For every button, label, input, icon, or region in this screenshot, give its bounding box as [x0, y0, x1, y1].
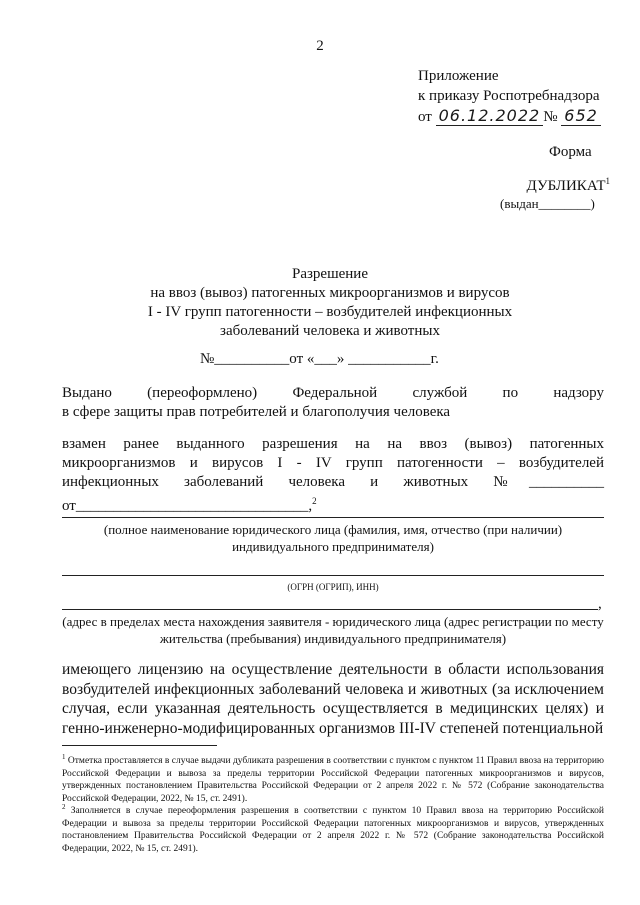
handwritten-order-number: 652 [561, 106, 601, 126]
footnote-2-mark: 2 [62, 803, 66, 811]
page-number: 2 [316, 38, 324, 54]
legal-name-caption: (полное наименование юридического лица (фамилия, имя, отчество (при наличии) индивидуального предпринимателя) [103, 522, 563, 554]
appendix-order-ref: к приказу Роспотребнадзора [418, 88, 600, 104]
title-line-1: Разрешение [291, 266, 368, 282]
appendix-block [418, 66, 601, 127]
order-date-line [418, 106, 601, 127]
duplicate-issued-field: (выдан________) [500, 196, 595, 211]
footnote-1-text: Отметка проставляется в случае выдачи дубликата разрешения в соответствии с пунктом с пунктом 11 Правил ввоза на территорию Российской Федерации и вывоза за пределы территории Российской Федерации патогенных микроорганизмов и вирусов, утвержденных постановлением Правительства Российской Федерации от 2 апреля 2022 г. № 572 (Собрание законодательства Российской Федерации, 2022, № 15, ст. 2491). [62, 756, 604, 804]
replacement-text: взамен ранее выданного разрешения на на ввоз (вывоз) патогенных микроорганизмов и вирусов I - IV групп патогенности – возбудителей инфекционных заболеваний человека и животных №__________ от_______________________________, [62, 436, 604, 514]
footnote-1-mark: 1 [62, 753, 66, 761]
duplicate-mark [510, 176, 610, 195]
title-line-4: заболеваний человека и животных [220, 323, 440, 339]
handwritten-date: 06.12.2022 [436, 106, 544, 126]
title-line-3: I - IV групп патогенности – возбудителей инфекционных [147, 304, 513, 320]
document-title [60, 265, 600, 341]
duplicate-label: ДУБЛИКАТ [526, 178, 606, 194]
footnote-2-text: Заполняется в случае переоформления разрешения в соответствии с пунктом 10 Правил ввоза на территорию Российской Федерации и вывоза за пределы территории Российской Федерации патогенных микроорганизмов и вирусов, утвержденных постановлением Правительства Российской Федерации от 2 апреля 2022 г. № 572 (Собрание законодательства Российской Федерации, 2022, № 15, ст. 2491). [62, 806, 604, 854]
number-prefix: № [543, 109, 558, 125]
legal-name-fill-line [62, 517, 604, 518]
permit-number-line: №__________от «___» ___________г. [200, 351, 439, 367]
issued-by-line-1: Выдано (переоформлено) Федеральной службой по надзору [62, 385, 604, 401]
license-paragraph: имеющего лицензию на осуществление деятельности в области использования возбудителей инфекционных заболеваний человека и животных (за исключением случая, если указанная деятельность осуществляется в медицинских целях) и генно-инженерно-модифицированных организмов III-IV степеней потенциальной [62, 661, 604, 737]
date-prefix: от [418, 109, 432, 125]
ogrn-fill-line [62, 575, 604, 576]
ogrn-caption: (ОГРН (ОГРИП), ИНН) [287, 582, 379, 592]
appendix-label: Приложение [418, 68, 499, 84]
footnote-ref-2: 2 [312, 496, 317, 506]
issued-by-line-2: в сфере защиты прав потребителей и благополучия человека [62, 404, 451, 420]
replacement-paragraph [62, 435, 604, 516]
address-caption: (адрес в пределах места нахождения заявителя - юридического лица (адрес регистрации по месту жительства (пребывания) индивидуального предпринимателя) [62, 614, 604, 646]
address-trailing-comma: , [598, 596, 602, 612]
footnote-1 [62, 751, 604, 805]
footnote-separator [62, 745, 217, 746]
footnote-2 [62, 801, 604, 855]
footnote-ref-1: 1 [605, 176, 610, 186]
title-line-2: на ввоз (вывоз) патогенных микроорганизмов и вирусов [150, 285, 510, 301]
address-fill-line [62, 609, 598, 610]
form-label: Форма [549, 144, 592, 160]
